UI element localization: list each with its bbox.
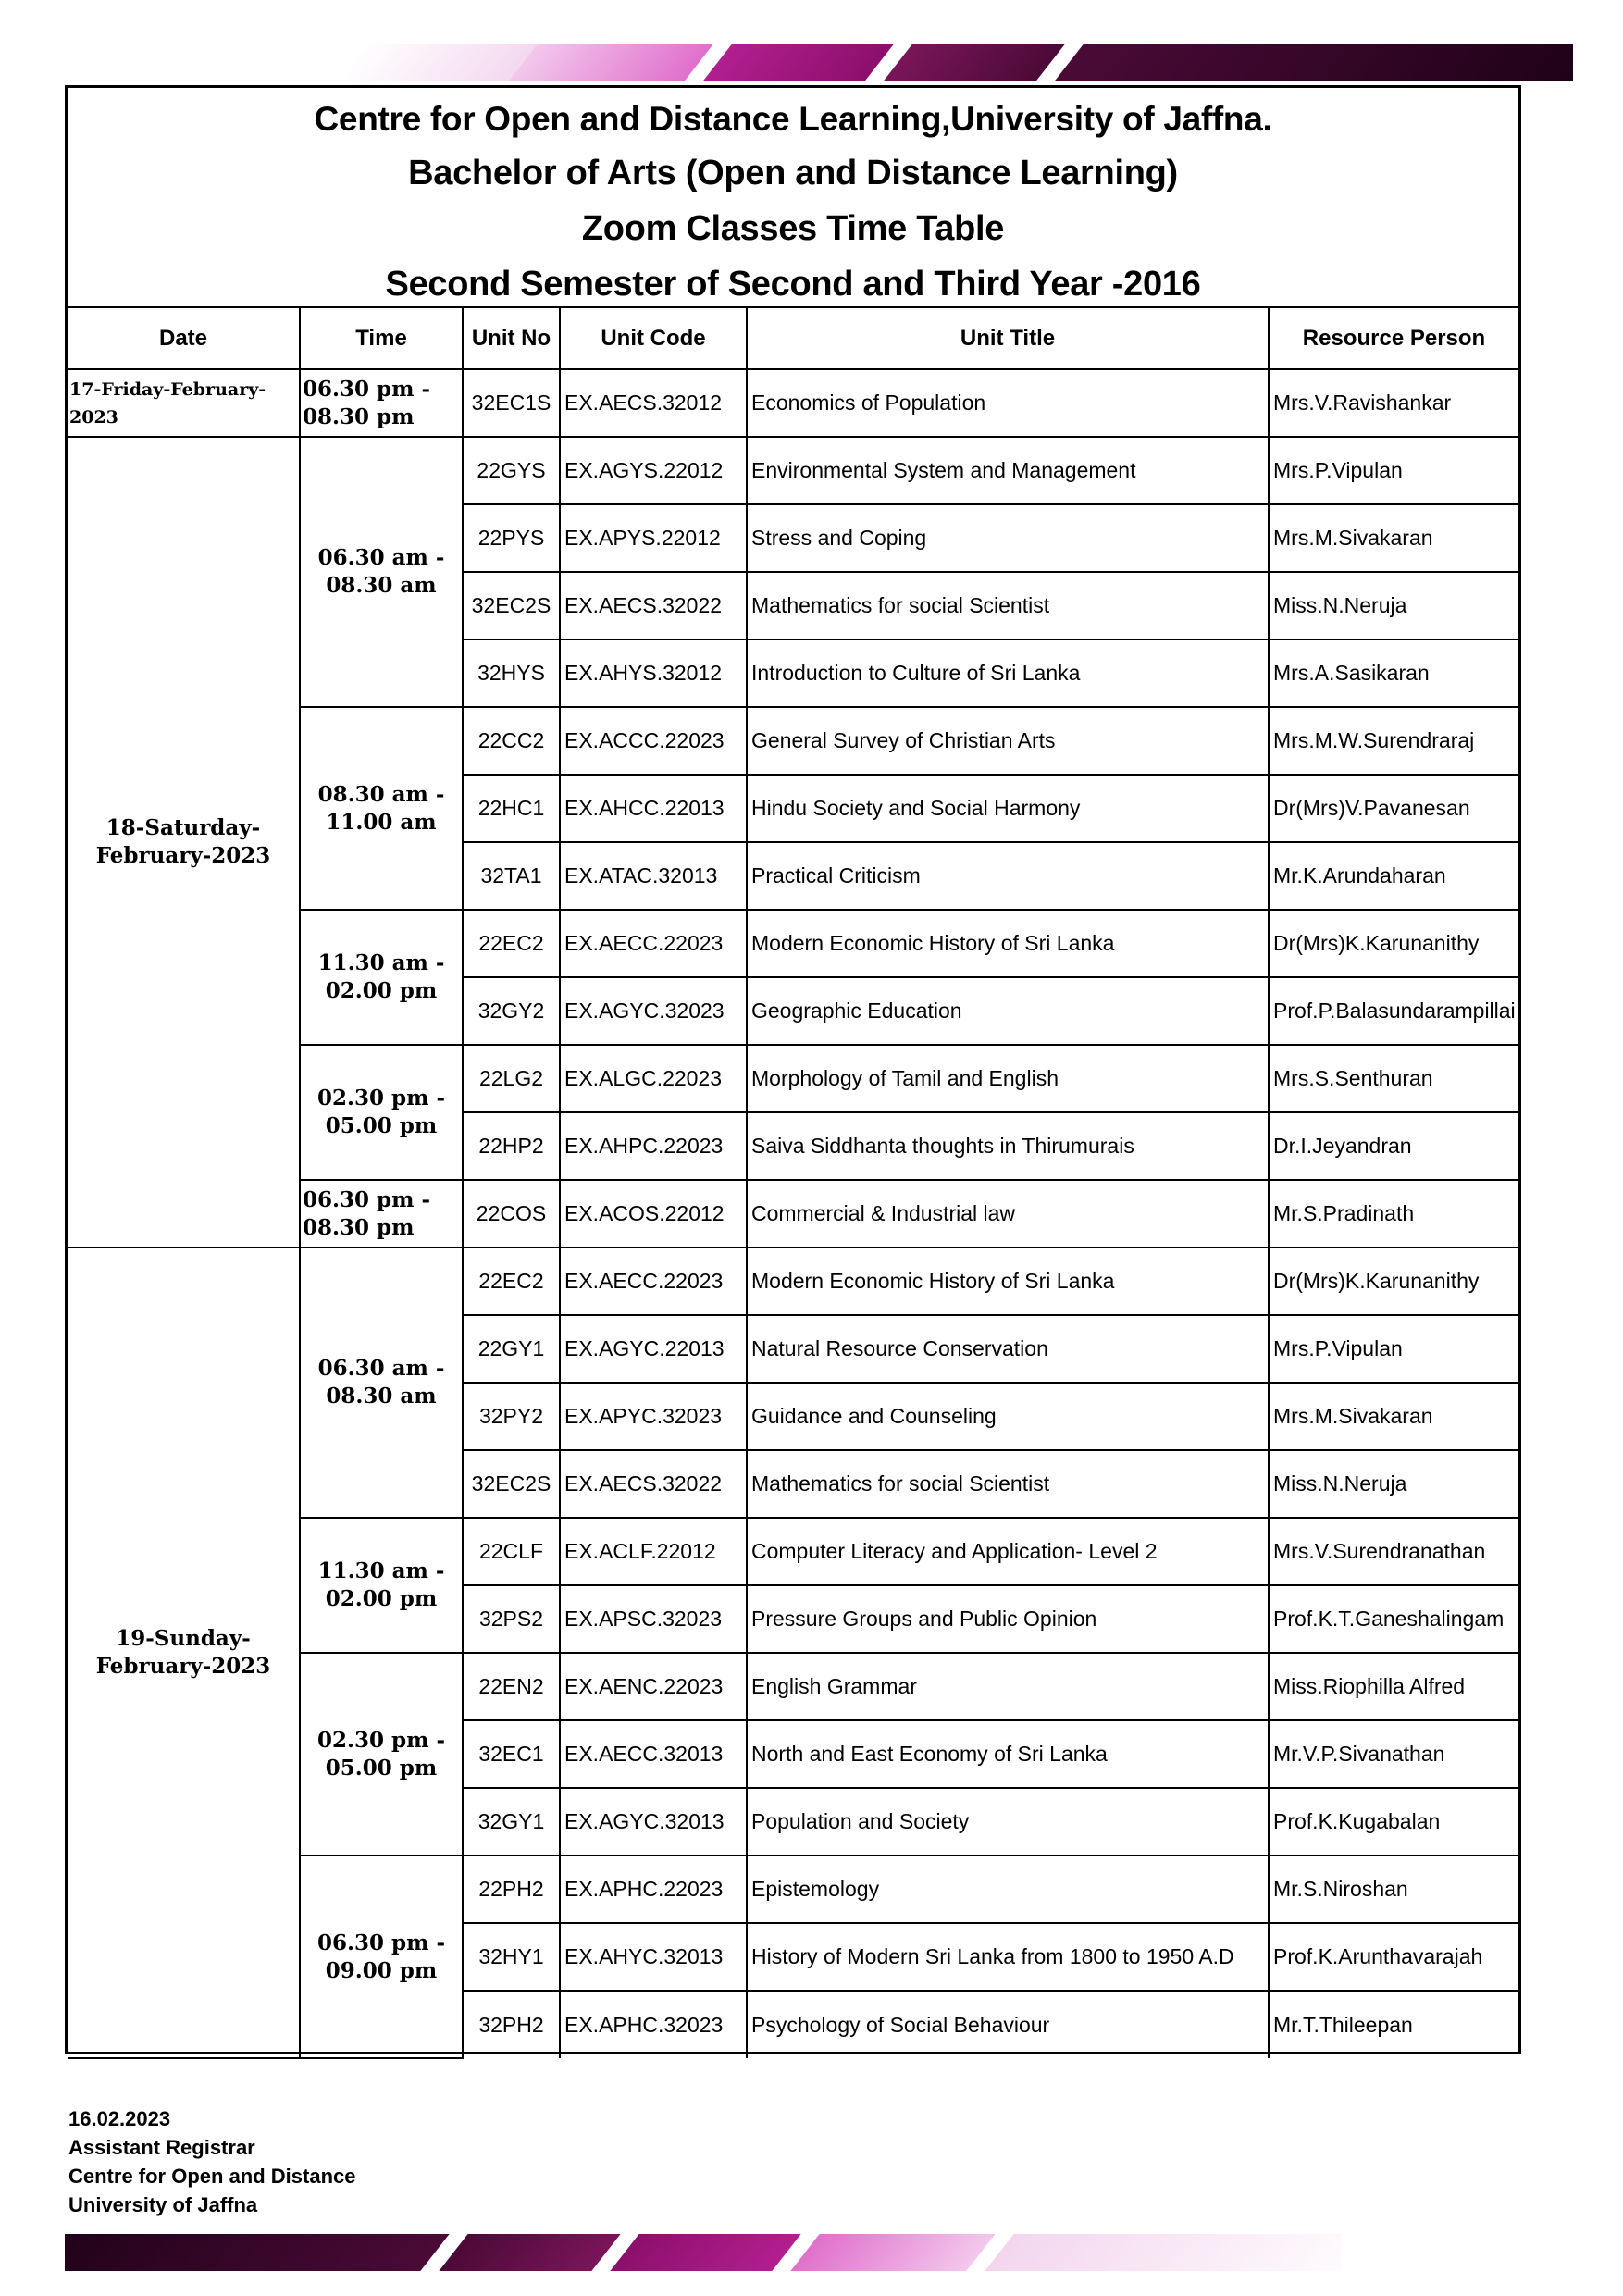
unit-no-cell: 22EC2 [463, 1247, 560, 1315]
unit-code-cell: EX.ACOS.22012 [560, 1180, 747, 1247]
unit-no-cell: 32TA1 [463, 842, 560, 910]
banner-stripe [883, 44, 1064, 81]
unit-title-cell: Guidance and Counseling [747, 1383, 1269, 1450]
time-cell: 06.30 pm - 09.00 pm [300, 1855, 463, 2058]
resource-person-cell: Mr.K.Arundaharan [1269, 842, 1518, 910]
unit-code-cell: EX.APYS.22012 [560, 504, 747, 572]
time-cell: 02.30 pm - 05.00 pm [300, 1653, 463, 1855]
issue-date: 16.02.2023 [68, 2107, 171, 2130]
unit-code-cell: EX.AHPC.22023 [560, 1112, 747, 1180]
unit-title-cell: North and East Economy of Sri Lanka [747, 1720, 1269, 1788]
unit-title-cell: History of Modern Sri Lanka from 1800 to 1950 A.D [747, 1923, 1269, 1991]
column-header-unit-code: Unit Code [560, 308, 747, 369]
unit-code-cell: EX.AENC.22023 [560, 1653, 747, 1720]
resource-person-cell: Mrs.P.Vipulan [1269, 1315, 1518, 1383]
unit-title-cell: English Grammar [747, 1653, 1269, 1720]
unit-title-cell: Saiva Siddhanta thoughts in Thirumurais [747, 1112, 1269, 1180]
banner-stripe [65, 2234, 450, 2271]
resource-person-cell: Dr(Mrs)V.Pavanesan [1269, 775, 1518, 842]
unit-title-cell: Geographic Education [747, 977, 1269, 1045]
unit-title-cell: Natural Resource Conservation [747, 1315, 1269, 1383]
resource-person-cell: Mrs.M.W.Surendraraj [1269, 707, 1518, 775]
resource-person-cell: Mrs.M.Sivakaran [1269, 1383, 1518, 1450]
unit-no-cell: 32GY2 [463, 977, 560, 1045]
unit-title-cell: Economics of Population [747, 369, 1269, 437]
unit-no-cell: 32HYS [463, 639, 560, 707]
time-cell: 11.30 am - 02.00 pm [300, 1518, 463, 1653]
banner-stripe [702, 44, 893, 81]
resource-person-cell: Miss.N.Neruja [1269, 1450, 1518, 1518]
unit-code-cell: EX.AHYC.32013 [560, 1923, 747, 1991]
unit-no-cell: 32PY2 [463, 1383, 560, 1450]
unit-code-cell: EX.AHCC.22013 [560, 775, 747, 842]
resource-person-cell: Dr(Mrs)K.Karunanithy [1269, 1247, 1518, 1315]
resource-person-cell: Mr.V.P.Sivanathan [1269, 1720, 1518, 1788]
unit-no-cell: 22CC2 [463, 707, 560, 775]
unit-code-cell: EX.AGYC.32023 [560, 977, 747, 1045]
unit-code-cell: EX.APHC.22023 [560, 1855, 747, 1923]
semester-title: Second Semester of Second and Third Year -2016 [385, 265, 1201, 304]
resource-person-cell: Dr(Mrs)K.Karunanithy [1269, 910, 1518, 977]
unit-code-cell: EX.AHYS.32012 [560, 639, 747, 707]
time-cell: 02.30 pm - 05.00 pm [300, 1045, 463, 1180]
column-header-time: Time [300, 308, 463, 369]
unit-title-cell: Stress and Coping [747, 504, 1269, 572]
table-row [68, 369, 1518, 437]
unit-code-cell: EX.AECS.32022 [560, 1450, 747, 1518]
unit-code-cell: EX.AECC.32013 [560, 1720, 747, 1788]
column-header-unit-no: Unit No [463, 308, 560, 369]
unit-title-cell: Modern Economic History of Sri Lanka [747, 1247, 1269, 1315]
unit-title-cell: Modern Economic History of Sri Lanka [747, 910, 1269, 977]
banner-stripe [439, 2234, 620, 2271]
unit-no-cell: 22EC2 [463, 910, 560, 977]
resource-person-cell: Mrs.V.Ravishankar [1269, 369, 1518, 437]
unit-code-cell: EX.APYC.32023 [560, 1383, 747, 1450]
resource-person-cell: Mr.T.Thileepan [1269, 1991, 1518, 2058]
resource-person-cell: Prof.K.Kugabalan [1269, 1788, 1518, 1855]
unit-title-cell: Practical Criticism [747, 842, 1269, 910]
signatory-title: Assistant Registrar [68, 2136, 255, 2159]
resource-person-cell: Prof.P.Balasundarampillai [1269, 977, 1518, 1045]
unit-code-cell: EX.AGYC.22013 [560, 1315, 747, 1383]
table-header-row [68, 308, 1518, 369]
resource-person-cell: Mrs.M.Sivakaran [1269, 504, 1518, 572]
unit-no-cell: 22HC1 [463, 775, 560, 842]
time-cell: 06.30 pm - 08.30 pm [300, 369, 463, 437]
unit-title-cell: Mathematics for social Scientist [747, 572, 1269, 639]
unit-code-cell: EX.AECC.22023 [560, 1247, 747, 1315]
banner-stripe [508, 44, 712, 81]
unit-no-cell: 22LG2 [463, 1045, 560, 1112]
time-cell: 06.30 am - 08.30 am [300, 1247, 463, 1518]
unit-code-cell: EX.ATAC.32013 [560, 842, 747, 910]
table-row [68, 1247, 1518, 1315]
unit-no-cell: 22HP2 [463, 1112, 560, 1180]
column-header-resource-person: Resource Person [1269, 308, 1518, 369]
unit-title-cell: Epistemology [747, 1855, 1269, 1923]
unit-no-cell: 22COS [463, 1180, 560, 1247]
unit-no-cell: 32GY1 [463, 1788, 560, 1855]
timetable-title: Zoom Classes Time Table [581, 209, 1005, 248]
unit-no-cell: 22CLF [463, 1518, 560, 1585]
unit-no-cell: 32PS2 [463, 1585, 560, 1653]
unit-no-cell: 32EC2S [463, 572, 560, 639]
unit-code-cell: EX.APSC.32023 [560, 1585, 747, 1653]
resource-person-cell: Miss.N.Neruja [1269, 572, 1518, 639]
title-block [68, 88, 1518, 308]
institution-title: Centre for Open and Distance Learning,University of Jaffna. [314, 100, 1272, 138]
table-row [68, 437, 1518, 504]
resource-person-cell: Prof.K.Arunthavarajah [1269, 1923, 1518, 1991]
resource-person-cell: Mrs.V.Surendranathan [1269, 1518, 1518, 1585]
unit-title-cell: Introduction to Culture of Sri Lanka [747, 639, 1269, 707]
date-cell: 17-Friday-February-2023 [68, 369, 300, 437]
resource-person-cell: Mr.S.Pradinath [1269, 1180, 1518, 1247]
resource-person-cell: Mrs.P.Vipulan [1269, 437, 1518, 504]
column-header-date: Date [68, 308, 300, 369]
banner-stripe [1054, 44, 1573, 81]
top-banner [296, 44, 1573, 81]
programme-title: Bachelor of Arts (Open and Distance Learning) [408, 154, 1178, 192]
unit-code-cell: EX.AGYC.32013 [560, 1788, 747, 1855]
banner-stripe [790, 2234, 995, 2271]
unit-title-cell: Hindu Society and Social Harmony [747, 775, 1269, 842]
resource-person-cell: Prof.K.T.Ganeshalingam [1269, 1585, 1518, 1653]
unit-no-cell: 32EC1 [463, 1720, 560, 1788]
unit-code-cell: EX.AECS.32022 [560, 572, 747, 639]
banner-stripe [985, 2234, 1342, 2271]
unit-no-cell: 22GYS [463, 437, 560, 504]
unit-no-cell: 32PH2 [463, 1991, 560, 2058]
signature-block [68, 2104, 356, 2219]
resource-person-cell: Mrs.A.Sasikaran [1269, 639, 1518, 707]
timetable-frame [65, 85, 1521, 2054]
unit-code-cell: EX.AGYS.22012 [560, 437, 747, 504]
bottom-banner [65, 2234, 1342, 2271]
unit-code-cell: EX.AECC.22023 [560, 910, 747, 977]
date-cell: 19-Sunday-February-2023 [68, 1247, 300, 2058]
unit-no-cell: 32EC1S [463, 369, 560, 437]
unit-no-cell: 32EC2S [463, 1450, 560, 1518]
unit-no-cell: 22PH2 [463, 1855, 560, 1923]
unit-code-cell: EX.APHC.32023 [560, 1991, 747, 2058]
unit-code-cell: EX.AECS.32012 [560, 369, 747, 437]
time-cell: 06.30 am - 08.30 am [300, 437, 463, 707]
unit-title-cell: Psychology of Social Behaviour [747, 1991, 1269, 2058]
unit-code-cell: EX.ALGC.22023 [560, 1045, 747, 1112]
unit-title-cell: Computer Literacy and Application- Level 2 [747, 1518, 1269, 1585]
unit-title-cell: General Survey of Christian Arts [747, 707, 1269, 775]
time-cell: 08.30 am - 11.00 am [300, 707, 463, 910]
timetable [68, 308, 1518, 2059]
time-cell: 11.30 am - 02.00 pm [300, 910, 463, 1045]
unit-title-cell: Commercial & Industrial law [747, 1180, 1269, 1247]
unit-title-cell: Pressure Groups and Public Opinion [747, 1585, 1269, 1653]
unit-code-cell: EX.ACLF.22012 [560, 1518, 747, 1585]
date-cell: 18-Saturday-February-2023 [68, 437, 300, 1247]
signatory-department: Centre for Open and Distance [68, 2165, 356, 2188]
resource-person-cell: Miss.Riophilla Alfred [1269, 1653, 1518, 1720]
unit-title-cell: Morphology of Tamil and English [747, 1045, 1269, 1112]
resource-person-cell: Mr.S.Niroshan [1269, 1855, 1518, 1923]
unit-code-cell: EX.ACCC.22023 [560, 707, 747, 775]
resource-person-cell: Mrs.S.Senthuran [1269, 1045, 1518, 1112]
unit-no-cell: 22GY1 [463, 1315, 560, 1383]
unit-title-cell: Population and Society [747, 1788, 1269, 1855]
unit-title-cell: Mathematics for social Scientist [747, 1450, 1269, 1518]
banner-stripe [610, 2234, 800, 2271]
unit-no-cell: 22PYS [463, 504, 560, 572]
unit-title-cell: Environmental System and Management [747, 437, 1269, 504]
unit-no-cell: 22EN2 [463, 1653, 560, 1720]
unit-no-cell: 32HY1 [463, 1923, 560, 1991]
resource-person-cell: Dr.I.Jeyandran [1269, 1112, 1518, 1180]
column-header-unit-title: Unit Title [747, 308, 1269, 369]
time-cell: 06.30 pm - 08.30 pm [300, 1180, 463, 1247]
signatory-university: University of Jaffna [68, 2193, 258, 2216]
